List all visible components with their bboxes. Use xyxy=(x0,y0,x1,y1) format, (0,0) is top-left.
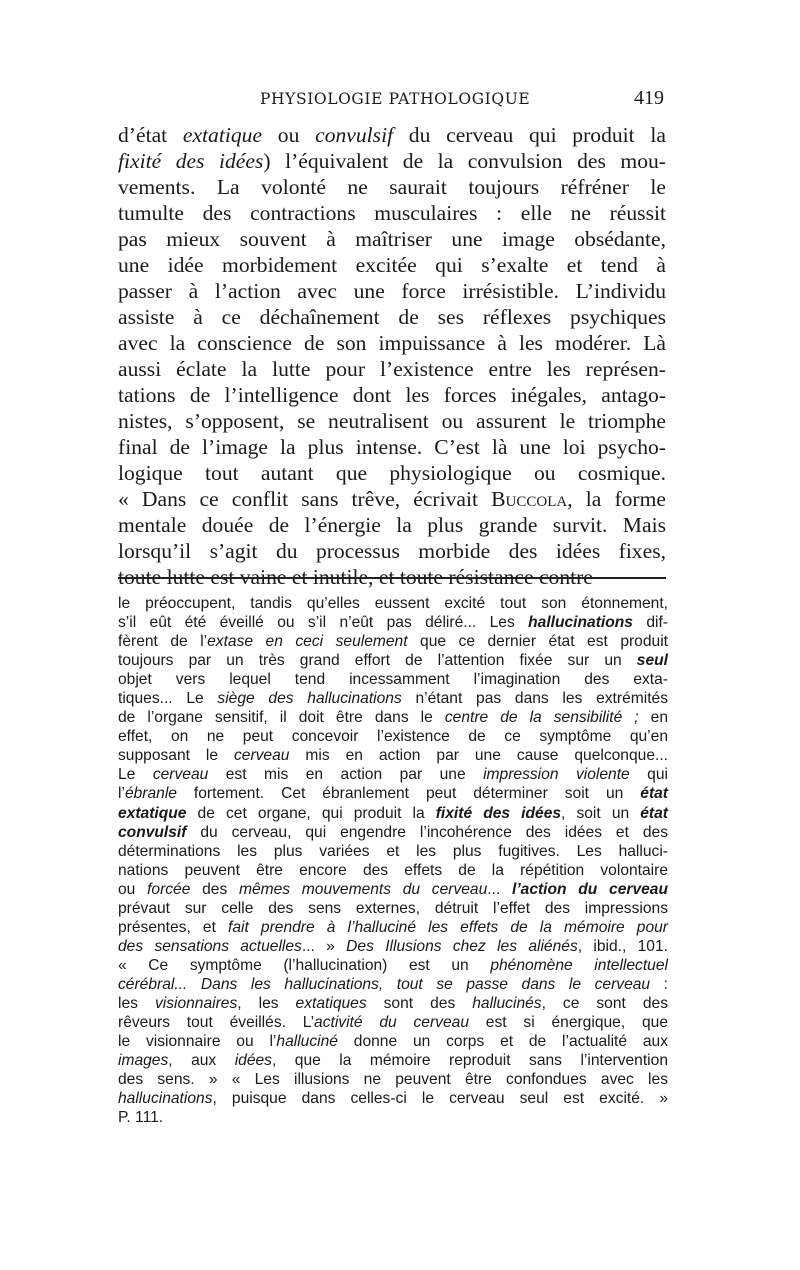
text-run: mis en action par une cause quelconque... xyxy=(289,747,668,765)
emphasized-text: extatiques xyxy=(295,994,367,1012)
text-run: toute lutte est vaine et inutile, et toute résistance contre xyxy=(118,565,593,589)
main-text-line xyxy=(118,122,666,148)
text-run: , les xyxy=(237,994,296,1012)
text-run: final de l’image la plus intense. C’est là une loi psycho- xyxy=(118,435,666,459)
text-run: ... xyxy=(487,880,512,898)
text-run: , ce sont des xyxy=(541,994,668,1012)
emphasized-text: fait prendre à l’halluciné les effets de la mémoire pour xyxy=(228,918,668,936)
footnote-line xyxy=(118,823,670,842)
emphasized-text: l’action du cerveau xyxy=(511,880,668,898)
footnote-block xyxy=(118,594,670,1127)
footnote-line xyxy=(118,1089,670,1108)
text-run: ) l’équivalent de la convulsion des mou- xyxy=(263,149,666,173)
text-run: le préoccupent, tandis qu’elles eussent excité tout son étonnement, xyxy=(118,595,668,612)
text-run: fèrent de l’ xyxy=(118,633,208,651)
emphasized-text: hallucinations xyxy=(118,1090,213,1108)
emphasized-text: extatique xyxy=(182,123,263,147)
footnote-line xyxy=(118,1051,670,1070)
emphasized-text: cerveau xyxy=(233,747,290,765)
text-run: de cet organe, qui produit la xyxy=(186,804,436,822)
main-text-line xyxy=(118,382,666,408)
text-run: s’il eût été éveillé ou s’il n’eût pas déliré... Les xyxy=(118,614,529,632)
text-run: n’étant pas dans les extrémités xyxy=(401,690,669,708)
text-run: prévaut sur celle des sens externes, détruit l’effet des impressions xyxy=(118,899,668,917)
footnote-line xyxy=(118,899,670,918)
footnote-line xyxy=(118,746,670,765)
text-run: , ibid., 101. xyxy=(577,937,668,955)
emphasized-text: convulsif xyxy=(315,123,394,147)
emphasized-text: siège des hallucinations xyxy=(217,690,402,708)
emphasized-text: extase en ceci seulement xyxy=(207,633,408,651)
emphasized-text: mêmes mouvements du cerveau xyxy=(238,880,488,898)
text-run: qui xyxy=(629,766,668,784)
emphasized-text: idées xyxy=(234,1052,272,1070)
footnote-line xyxy=(118,651,670,670)
text-run: du cerveau, qui engendre l’incohérence des idées et des xyxy=(186,823,668,841)
main-text-line xyxy=(118,278,666,304)
text-run: les xyxy=(118,994,155,1012)
footnote-line xyxy=(118,880,670,899)
emphasized-text: hallucinés xyxy=(472,994,542,1012)
text-run: que ce dernier état est produit xyxy=(407,633,668,651)
text-run: d’état xyxy=(118,123,183,147)
text-run: , soit un xyxy=(561,804,641,822)
emphasized-text: visionnaires xyxy=(154,994,238,1012)
main-text-line xyxy=(118,148,666,174)
text-run: passer à l’action avec une force irrésistible. L’individu xyxy=(118,279,666,303)
emphasized-text: images xyxy=(118,1052,169,1070)
emphasized-text: fixité des idées xyxy=(118,149,264,173)
main-text-line xyxy=(118,252,666,278)
emphasized-text: cerveau xyxy=(152,766,209,784)
footnote-line xyxy=(118,784,670,803)
main-text-line xyxy=(118,200,666,226)
footnote-line xyxy=(118,594,670,613)
running-head xyxy=(118,86,666,116)
footnote-line xyxy=(118,765,670,784)
main-text-line xyxy=(118,356,666,382)
emphasized-text: Buccola xyxy=(491,487,568,511)
text-run: , puisque dans celles-ci le cerveau seul est excité. » xyxy=(212,1090,668,1108)
main-text-line xyxy=(118,486,666,512)
footnote-line xyxy=(118,1032,670,1051)
emphasized-text: phénomène intellectuel xyxy=(490,956,668,974)
text-run: assiste à ce déchaînement de ses réflexes psychiques xyxy=(118,305,666,329)
footnote-line xyxy=(118,842,670,861)
text-run: mentale douée de l’énergie la plus grande survit. Mais xyxy=(118,513,666,537)
footnote-line xyxy=(118,727,670,746)
footnote-line xyxy=(118,670,670,689)
footnote-line xyxy=(118,689,670,708)
text-run: : xyxy=(650,975,668,993)
text-run: rêveurs tout éveillés. L’ xyxy=(118,1014,315,1032)
text-run: fortement. Cet ébranlement peut déterminer soit un xyxy=(176,785,641,803)
text-run: le visionnaire ou l’ xyxy=(118,1033,277,1051)
text-run: , que la mémoire reproduit sans l’intervention xyxy=(271,1052,668,1070)
emphasized-text: centre de la sensibilité ; xyxy=(444,709,639,727)
text-run: tumulte des contractions musculaires : elle ne réussit xyxy=(118,201,666,225)
footnote-line xyxy=(118,613,670,632)
footnote-line xyxy=(118,956,670,975)
main-text-line xyxy=(118,226,666,252)
text-run: donne un corps et de l’actualité aux xyxy=(337,1033,669,1051)
main-text-line xyxy=(118,460,666,486)
text-run: Le xyxy=(118,766,153,784)
text-run: est mis en action par une xyxy=(208,766,484,784)
text-run: de l’organe sensitif, il doit être dans le xyxy=(118,709,445,727)
text-run: tiques... Le xyxy=(118,690,218,708)
text-run: nations peuvent être encore des effets de la répétition volontaire xyxy=(118,861,668,879)
text-run: tations de l’intelligence dont les forces inégales, antago- xyxy=(118,383,666,407)
footnote-line xyxy=(118,708,670,727)
text-run: dif- xyxy=(632,614,668,632)
text-run: sont des xyxy=(366,994,473,1012)
main-text-line xyxy=(118,330,666,356)
footnote-rule xyxy=(118,577,666,579)
emphasized-text: convulsif xyxy=(118,823,187,841)
text-run: des sens. » « Les illusions ne peuvent être confondues avec les xyxy=(118,1071,668,1089)
footnote-line xyxy=(118,1108,670,1127)
text-run: avec la conscience de son impuissance à les modérer. Là xyxy=(118,331,666,355)
text-run: , aux xyxy=(168,1052,235,1070)
text-run: en xyxy=(638,709,668,727)
text-run: supposant le xyxy=(118,747,234,765)
footnote-line xyxy=(118,1070,670,1089)
footnote-line xyxy=(118,918,670,937)
emphasized-text: activité du cerveau xyxy=(314,1014,469,1032)
text-run: du cerveau qui produit la xyxy=(393,123,667,147)
text-run: toujours par un très grand effort de l’attention fixée sur un xyxy=(118,652,637,670)
text-run: , la forme xyxy=(567,487,667,511)
main-text-line xyxy=(118,174,666,200)
text-run: une idée morbidement excitée qui s’exalte et tend à xyxy=(118,253,666,277)
text-run: déterminations les plus variées et les plus fugitives. Les halluci- xyxy=(118,842,668,860)
text-run: ou xyxy=(262,123,316,147)
emphasized-text: état xyxy=(640,785,668,803)
page-number: 419 xyxy=(634,87,664,109)
footnote-line xyxy=(118,975,670,994)
text-run: des xyxy=(190,880,239,898)
footnote-line xyxy=(118,632,670,651)
emphasized-text: cérébral... Dans les hallucinations, tout se passe dans le cerveau xyxy=(118,975,651,993)
text-run: P. 111. xyxy=(118,1109,164,1127)
text-run: pas mieux souvent à maîtriser une image obsédante, xyxy=(118,227,666,251)
text-run: est si énergique, que xyxy=(469,1014,668,1032)
text-run: ... » xyxy=(301,937,347,955)
emphasized-text: état xyxy=(640,804,668,822)
text-run: logique tout autant que physiologique ou cosmique. xyxy=(118,461,666,485)
running-title: PHYSIOLOGIE PATHOLOGIQUE xyxy=(260,90,531,108)
text-run: présentes, et xyxy=(118,918,229,936)
footnote-line xyxy=(118,994,670,1013)
text-run: « Ce symptôme (l’hallucination) est un xyxy=(118,956,491,974)
text-run: aussi éclate la lutte pour l’existence entre les représen- xyxy=(118,357,666,381)
main-text-line xyxy=(118,512,666,538)
emphasized-text: hallucinations xyxy=(528,614,633,632)
text-run: effet, on ne peut concevoir l’existence de ce symptôme qu’en xyxy=(118,728,668,746)
emphasized-text: extatique xyxy=(118,804,187,822)
main-text-block xyxy=(118,122,666,590)
emphasized-text: impression violente xyxy=(483,766,630,784)
text-run: vements. La volonté ne saurait toujours réfréner le xyxy=(118,175,666,199)
main-text-line xyxy=(118,434,666,460)
emphasized-text: Des Illusions chez les aliénés xyxy=(346,937,578,955)
footnote-line xyxy=(118,804,670,823)
emphasized-text: des sensations actuelles xyxy=(118,937,302,955)
footnote-line xyxy=(118,937,670,956)
footnote-line xyxy=(118,861,670,880)
text-run: l’ xyxy=(118,785,125,803)
text-run: « Dans ce conflit sans trêve, écrivait xyxy=(118,487,492,511)
text-run: lorsqu’il s’agit du processus morbide des idées fixes, xyxy=(118,539,666,563)
footnote-line xyxy=(118,1013,670,1032)
text-run: objet vers lequel tend incessamment l’imagination des exta- xyxy=(118,671,668,689)
emphasized-text: seul xyxy=(636,652,668,670)
emphasized-text: ébranle xyxy=(124,785,177,803)
text-run: nistes, s’opposent, se neutralisent ou assurent le triomphe xyxy=(118,409,666,433)
main-text-line xyxy=(118,408,666,434)
emphasized-text: fixité des idées xyxy=(435,804,562,822)
emphasized-text: forcée xyxy=(147,880,191,898)
main-text-line xyxy=(118,304,666,330)
main-text-line xyxy=(118,538,666,564)
text-run: ou xyxy=(118,880,148,898)
emphasized-text: halluciné xyxy=(276,1033,338,1051)
